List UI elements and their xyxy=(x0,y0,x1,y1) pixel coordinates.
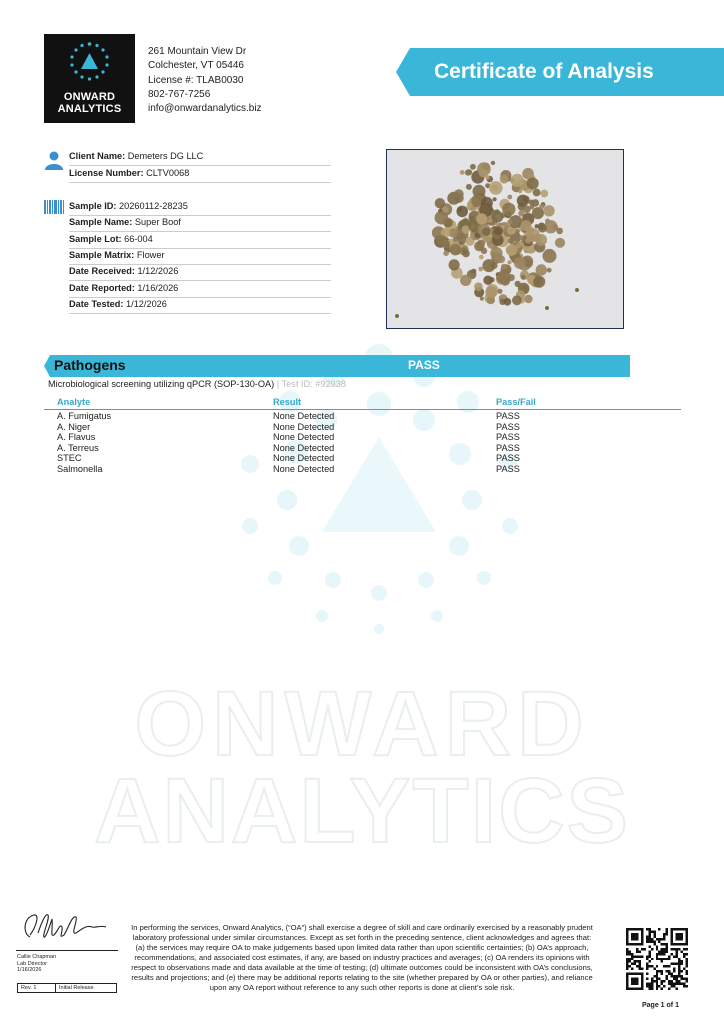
pass-fail-cell: PASS xyxy=(496,442,520,453)
lab-address-line1: 261 Mountain View Dr xyxy=(148,46,247,57)
column-header-pass-fail: Pass/Fail xyxy=(496,397,536,407)
barcode-icon xyxy=(44,200,64,214)
analyte-cell: A. Flavus xyxy=(57,432,96,442)
document-title: Certificate of Analysis xyxy=(434,60,654,83)
company-logo xyxy=(44,34,135,123)
result-cell: None Detected xyxy=(273,442,335,453)
signer-title: Lab Director xyxy=(17,960,47,967)
date-received: 1/12/2026 xyxy=(137,266,179,276)
pathogens-status: PASS xyxy=(408,358,440,372)
column-header-result: Result xyxy=(273,397,302,407)
signature-line xyxy=(16,950,118,951)
date-reported-row: Date Reported: 1/16/2026 xyxy=(69,281,331,298)
revision-number: Rev. 1 xyxy=(21,985,37,991)
result-cell: None Detected xyxy=(273,453,335,463)
sample-matrix: Flower xyxy=(136,250,165,260)
analyte-cell: A. Fumigatus xyxy=(57,411,112,421)
revision-note: Initial Release xyxy=(59,985,94,991)
client-name-row: Client Name: Demeters DG LLC xyxy=(69,149,331,166)
logo-mark-icon xyxy=(44,34,135,94)
sample-id: 20260112-28235 xyxy=(119,201,188,211)
lab-contact-block xyxy=(148,45,262,116)
result-cell: None Detected xyxy=(273,463,335,474)
svg-text:ANALYTICS: ANALYTICS xyxy=(94,760,630,862)
sample-name-row: Sample Name: Super Boof xyxy=(69,215,331,232)
license-number: CLTV0068 xyxy=(146,168,190,178)
pass-fail-cell: PASS xyxy=(496,453,520,463)
pathogens-title: Pathogens xyxy=(54,357,126,373)
pass-fail-cell: PASS xyxy=(496,421,520,432)
result-cell: None Detected xyxy=(273,432,335,442)
date-tested: 1/12/2026 xyxy=(126,299,167,309)
method-text: Microbiological screening utilizing qPCR (SOP-130-OA) xyxy=(48,379,275,389)
analyte-cell: A. Niger xyxy=(57,421,91,432)
lab-license: License #: TLAB0030 xyxy=(148,74,244,86)
sample-name: Super Boof xyxy=(134,217,181,227)
signer-block xyxy=(17,954,56,974)
sample-matrix-row: Sample Matrix: Flower xyxy=(69,248,331,265)
result-cell: None Detected xyxy=(273,411,335,421)
signer-name: Callie Chapman xyxy=(17,954,57,960)
date-reported: 1/16/2026 xyxy=(137,283,179,293)
column-header-analyte: Analyte xyxy=(57,397,91,407)
qr-code-icon[interactable] xyxy=(626,928,688,990)
sample-id-row: Sample ID: 20260112-28235 xyxy=(69,199,331,216)
license-number-row: License Number: CLTV0068 xyxy=(69,166,331,183)
pathogens-header-bar xyxy=(44,355,630,377)
test-id: | Test ID: #92938 xyxy=(274,379,346,389)
sample-lot-row: Sample Lot: 66-004 xyxy=(69,232,331,249)
disclaimer-text: In performing the services, Onward Analytics, (“OA”) shall exercise a degree of skill and care ordinarily exercised by a reasonably prudent laboratory professional under similar circumstances. Except as set forth in the preceding sentence, client acknowledges and agrees that: (a) the services may require OA to make judgements based upon limited data rather than upon scientific certainties; (b) OA’s approach, recommendations, and associated cost estimates, if any, are based on industry practices and averages; (c) OA renders its opinions with respect to observations made and data available at the time of testing; (d) ultimate outcomes could be inconsistent with OA’s conclusions, results and projections; and (e) there may be additional reports relating to the site (whether prepared by OA or other parties), and reliance upon any OA report without reference to any such other reports is done at client’s sole risk. xyxy=(131,923,593,992)
client-name: Demeters DG LLC xyxy=(127,151,204,161)
sample-lot: 66-004 xyxy=(124,234,153,244)
pass-fail-cell: PASS xyxy=(496,432,520,442)
date-tested-row: Date Tested: 1/12/2026 xyxy=(69,297,331,314)
lab-address-line2: Colchester, VT 05446 xyxy=(148,60,244,72)
signature-image xyxy=(16,905,118,951)
certificate-banner xyxy=(396,48,724,96)
analyte-cell: STEC xyxy=(57,453,82,463)
pathogens-method xyxy=(48,379,346,389)
date-received-row: Date Received: 1/12/2026 xyxy=(69,264,331,281)
table-header-divider xyxy=(44,409,681,410)
revision-box xyxy=(17,983,117,993)
page-number: Page 1 of 1 xyxy=(642,1002,679,1009)
pass-fail-cell: PASS xyxy=(496,463,520,474)
lab-phone: 802-767-7256 xyxy=(148,88,211,100)
sample-photo xyxy=(386,149,624,329)
pass-fail-cell: PASS xyxy=(496,411,520,421)
result-cell: None Detected xyxy=(273,421,335,432)
analyte-cell: A. Terreus xyxy=(57,442,99,453)
person-icon xyxy=(44,150,64,170)
sign-date: 1/16/2026 xyxy=(17,967,42,974)
lab-email: info@onwardanalytics.biz xyxy=(148,103,262,115)
analyte-cell: Salmonella xyxy=(57,463,103,474)
logo-wordmark: ONWARD ANALYTICS xyxy=(57,91,122,115)
svg-text:ONWARD: ONWARD xyxy=(134,673,590,775)
